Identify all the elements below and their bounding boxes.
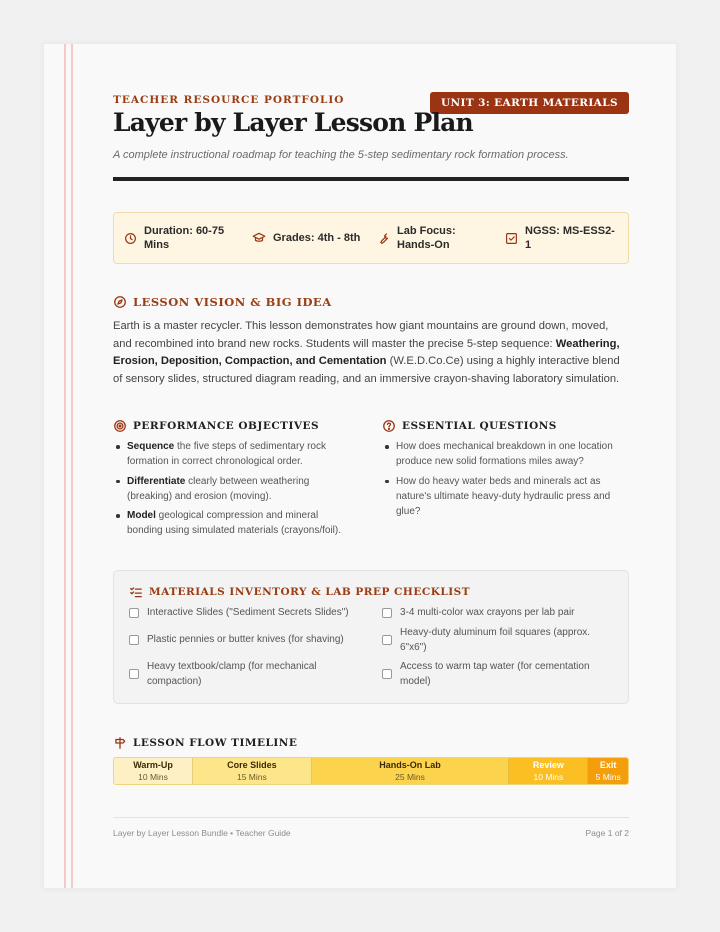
target-icon bbox=[113, 419, 127, 433]
footer-divider bbox=[113, 817, 629, 818]
ngss-text: NGSS: MS-ESS2-1 bbox=[525, 225, 615, 251]
checkbox[interactable] bbox=[382, 669, 392, 679]
list-item bbox=[113, 508, 353, 538]
questions-heading bbox=[382, 419, 557, 433]
margin-line bbox=[71, 44, 73, 888]
checkbox[interactable] bbox=[129, 669, 139, 679]
objective-verb: Differentiate bbox=[127, 475, 186, 487]
margin-line bbox=[64, 44, 66, 888]
checklist-item[interactable] bbox=[382, 659, 607, 689]
vision-text-part: Earth is a master recycler. This lesson demonstrates how giant mountains are ground down, moved, and recombined into brand new rocks. Students will master the precise 5-step sequence: bbox=[113, 320, 609, 350]
checklist-item-text: 3-4 multi-color wax crayons per lab pair bbox=[400, 607, 575, 618]
timeline-segment-label: Exit bbox=[599, 760, 617, 770]
checklist-icon bbox=[129, 585, 143, 599]
list-item: How does mechanical breakdown in one location produce new solid formations miles away? bbox=[382, 439, 622, 469]
timeline-segment-time: 10 Mins bbox=[138, 772, 168, 782]
timeline-heading bbox=[113, 736, 297, 750]
questions-heading-text: ESSENTIAL QUESTIONS bbox=[402, 420, 557, 432]
checkbox[interactable] bbox=[382, 608, 392, 618]
clock-icon bbox=[124, 232, 137, 245]
header-divider bbox=[113, 177, 629, 181]
page-number: Page 1 of 2 bbox=[585, 828, 629, 838]
timeline-segment-label: Hands-On Lab bbox=[379, 760, 441, 770]
timeline-segment-label: Warm-Up bbox=[133, 760, 173, 770]
timeline-segment-time: 25 Mins bbox=[395, 772, 425, 782]
objectives-list bbox=[113, 439, 353, 543]
checkbox-check-icon bbox=[505, 232, 518, 245]
vision-heading-text: LESSON VISION & BIG IDEA bbox=[133, 295, 332, 309]
lab-focus-text: Lab Focus: Hands-On bbox=[397, 225, 456, 251]
questions-list bbox=[382, 439, 622, 523]
timeline-segment-label: Core Slides bbox=[227, 760, 277, 770]
timeline-segment bbox=[114, 758, 193, 784]
graduation-cap-icon bbox=[252, 231, 266, 245]
objective-verb: Model bbox=[127, 510, 156, 521]
timeline-heading-text: LESSON FLOW TIMELINE bbox=[133, 737, 298, 749]
duration-item bbox=[124, 213, 236, 263]
compass-icon bbox=[113, 295, 127, 309]
document-page bbox=[43, 43, 677, 889]
lab-focus-item bbox=[377, 213, 477, 263]
grades-text: Grades: 4th - 8th bbox=[273, 232, 361, 244]
wrench-icon bbox=[377, 232, 390, 245]
page-title: Layer by Layer Lesson Plan bbox=[113, 108, 473, 137]
checklist-item[interactable] bbox=[129, 659, 354, 689]
ngss-item bbox=[505, 213, 620, 263]
timeline-segment-time: 5 Mins bbox=[595, 772, 621, 782]
checkbox[interactable] bbox=[129, 608, 139, 618]
objective-verb: Sequence bbox=[127, 441, 175, 452]
timeline-segment bbox=[588, 758, 628, 784]
objectives-heading-text: PERFORMANCE OBJECTIVES bbox=[133, 420, 320, 432]
vision-paragraph bbox=[113, 318, 629, 388]
checklist-item[interactable] bbox=[382, 625, 607, 655]
unit-badge: UNIT 3: EARTH MATERIALS bbox=[430, 92, 629, 114]
timeline-segment-time: 10 Mins bbox=[533, 772, 564, 782]
timeline-segment-label: Review bbox=[532, 760, 564, 770]
timeline-segment bbox=[509, 758, 588, 784]
question-circle-icon bbox=[382, 419, 396, 433]
checklist-item-text: Interactive Slides ("Sediment Secrets Slides") bbox=[147, 607, 349, 618]
checkbox[interactable] bbox=[382, 635, 392, 645]
checkbox[interactable] bbox=[129, 635, 139, 645]
objective-text: the five steps of sedimentary rock formation in correct chronological order. bbox=[127, 441, 326, 467]
materials-checklist bbox=[113, 570, 629, 704]
duration-text: Duration: 60-75 Mins bbox=[144, 225, 225, 251]
materials-heading-text: MATERIALS INVENTORY & LAB PREP CHECKLIST bbox=[149, 586, 471, 598]
objective-text: clearly between weathering (breaking) and erosion (moving). bbox=[127, 475, 310, 502]
list-item bbox=[113, 439, 353, 469]
signpost-icon bbox=[113, 736, 127, 750]
checklist-item-text: Heavy textbook/clamp (for mechanical compaction) bbox=[147, 661, 317, 687]
timeline-segment bbox=[312, 758, 510, 784]
checklist-item[interactable] bbox=[382, 605, 607, 620]
footer-left-text: Layer by Layer Lesson Bundle • Teacher Guide bbox=[113, 828, 291, 838]
timeline-segment bbox=[193, 758, 312, 784]
lesson-flow-timeline bbox=[113, 757, 629, 785]
page-subtitle: A complete instructional roadmap for teaching the 5-step sedimentary rock formation process. bbox=[113, 149, 569, 161]
checklist-item[interactable] bbox=[129, 632, 354, 647]
vision-text-part: (W.E.D.Co.Ce) using a highly interactive blend of sensory slides, structured diagram reading, and an immersive crayon-shaving laboratory simulation. bbox=[113, 355, 620, 385]
vision-heading bbox=[113, 295, 332, 309]
objectives-heading bbox=[113, 419, 319, 433]
eyebrow-label: TEACHER RESOURCE PORTFOLIO bbox=[113, 94, 345, 106]
checklist-item-text: Heavy-duty aluminum foil squares (approx. 6"x6") bbox=[400, 627, 591, 653]
list-item: How do heavy water beds and minerals act as nature's ultimate heavy-duty hydraulic press and glue? bbox=[382, 474, 622, 519]
timeline-segment-time: 15 Mins bbox=[236, 772, 267, 782]
checklist-item[interactable] bbox=[129, 605, 354, 620]
list-item bbox=[113, 474, 353, 504]
objective-text: geological compression and mineral bonding using simulated materials (crayons/foil). bbox=[127, 510, 341, 536]
checklist-item-text: Plastic pennies or butter knives (for shaving) bbox=[147, 634, 344, 645]
materials-heading bbox=[129, 585, 470, 599]
lesson-info-bar bbox=[113, 212, 629, 264]
vision-text-bold: Weathering, Erosion, Deposition, Compaction, and Cementation bbox=[113, 337, 620, 367]
checklist-item-text: Access to warm tap water (for cementation model) bbox=[400, 661, 590, 687]
grades-item bbox=[252, 213, 370, 263]
